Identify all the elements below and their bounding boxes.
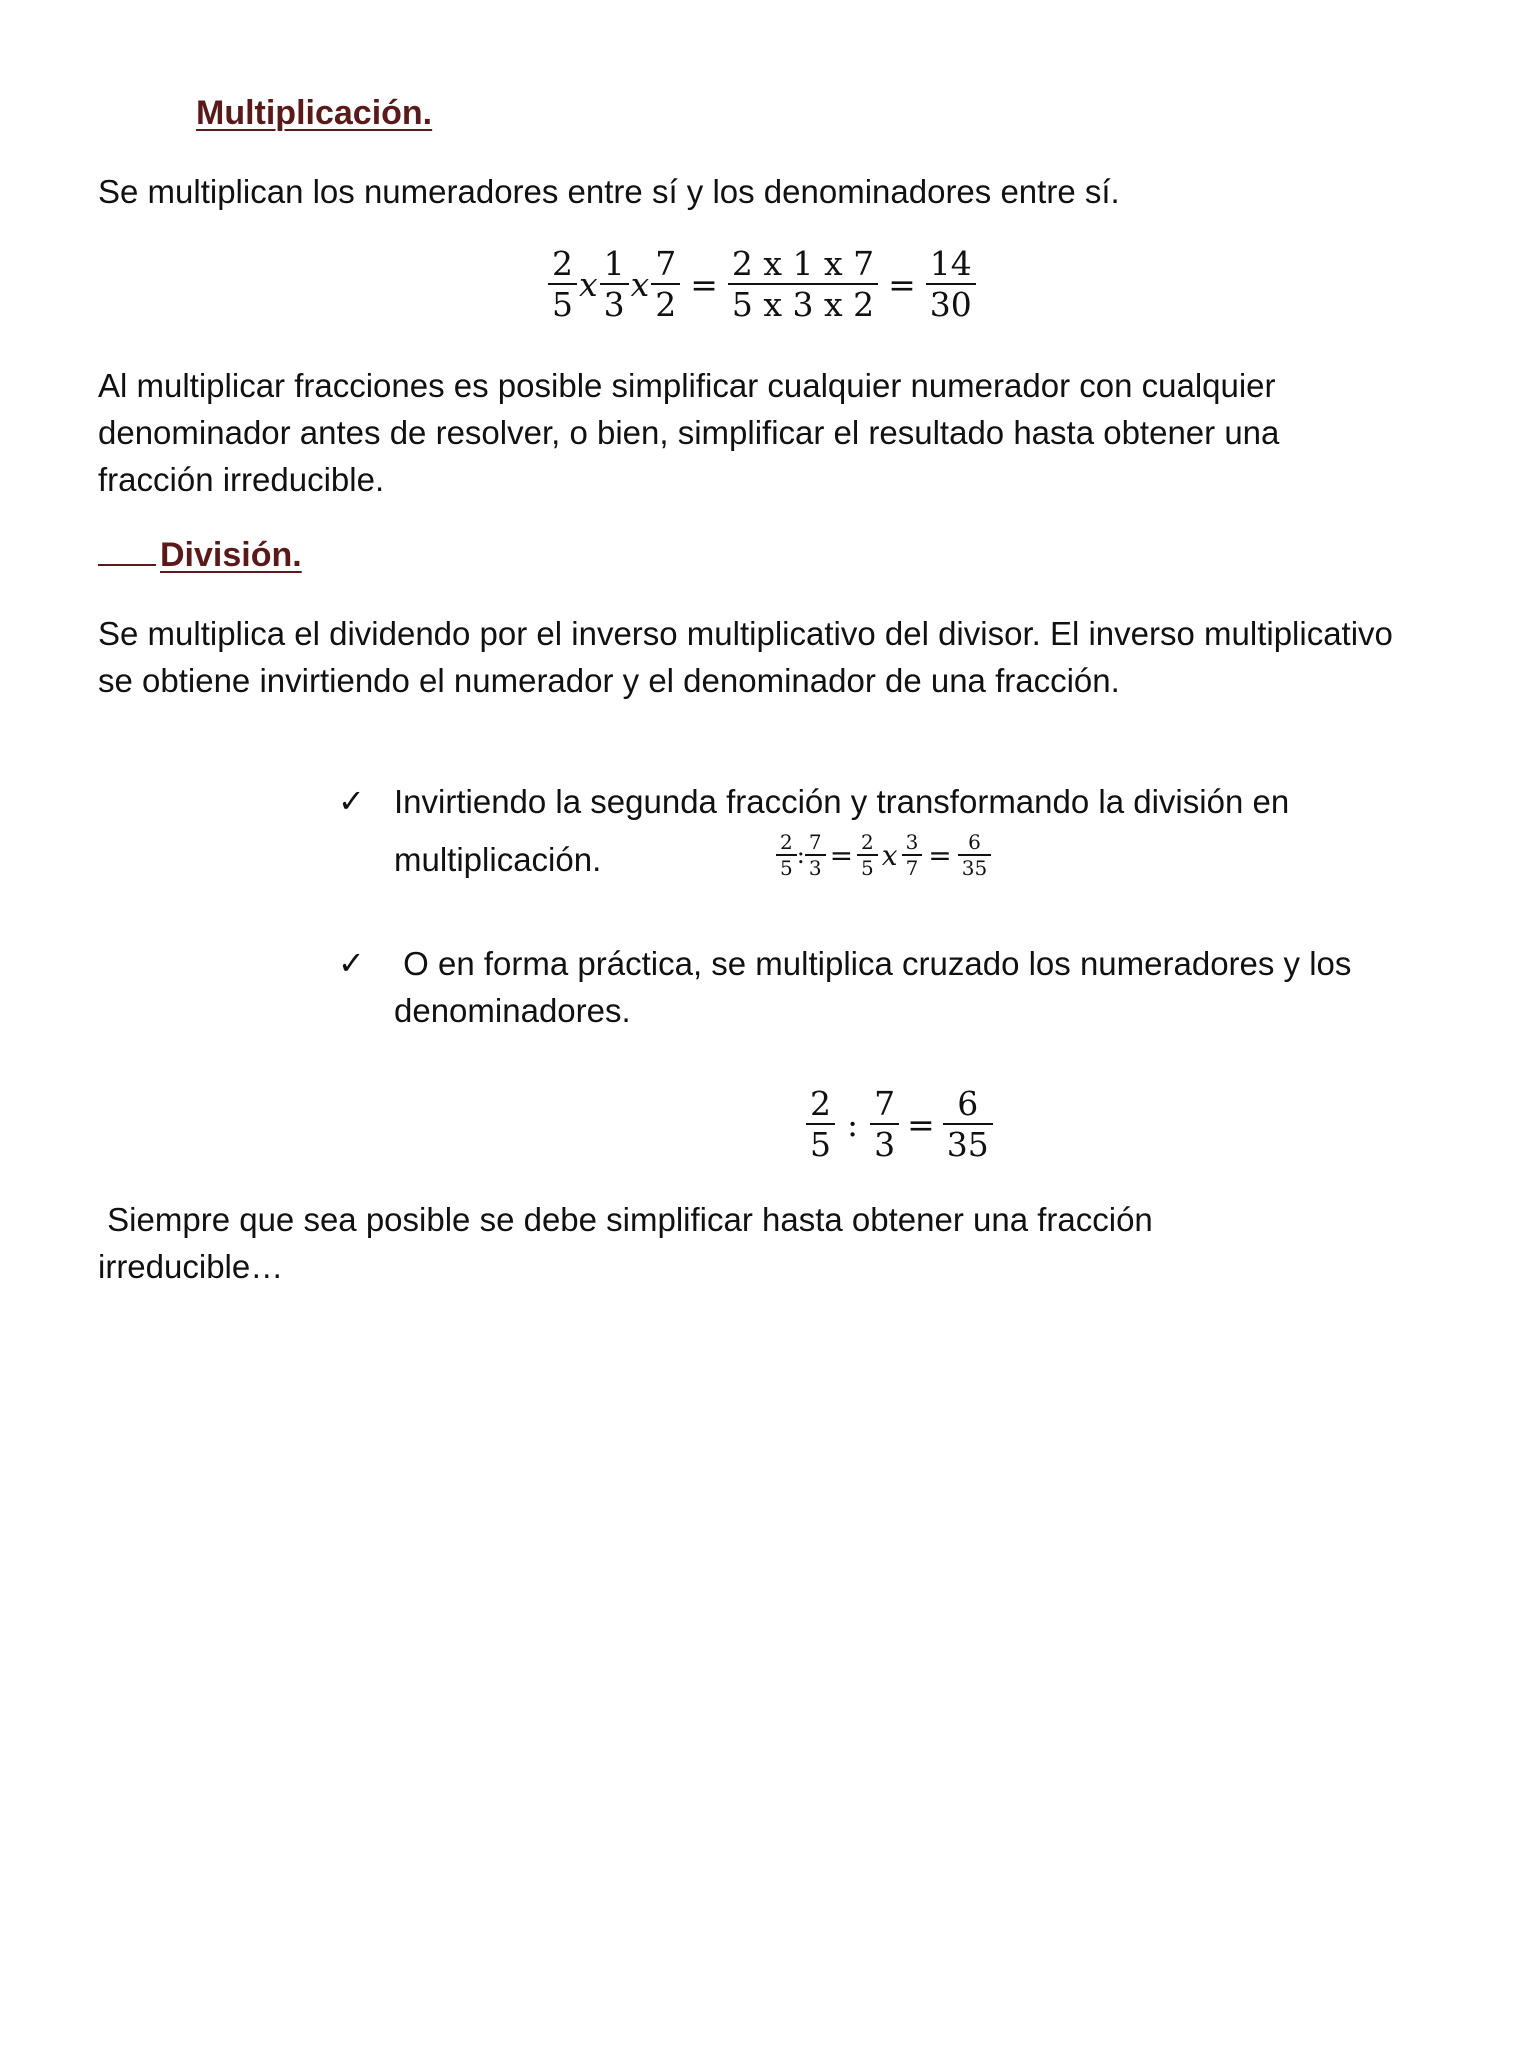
fraction: $\frac{6}{35}$ xyxy=(958,830,991,880)
fraction: $\frac{14}{30}$ xyxy=(926,244,976,324)
fraction: $\frac{7}{3}$ xyxy=(805,830,826,880)
fraction: $\frac{2 x 1 x 7}{5 x 3 x 2}$ xyxy=(728,244,878,324)
division-colon: : xyxy=(796,841,805,869)
fraction: $\frac{2}{5}$ xyxy=(776,830,797,880)
division-colon: : xyxy=(847,1104,859,1144)
fraction: $\frac{2}{5}$ xyxy=(857,830,878,880)
equals-sign: = xyxy=(690,264,718,304)
fraction: $\frac{7}{3}$ xyxy=(870,1084,899,1164)
times-operator: x xyxy=(630,264,650,304)
multiplication-intro: Se multiplican los numeradores entre sí y los denominadores entre sí. xyxy=(98,173,1120,210)
checkmark-icon: ✓ xyxy=(338,783,365,819)
equals-sign: = xyxy=(907,1104,935,1144)
fraction: $\frac{7}{2}$ xyxy=(651,244,680,324)
division-closing: Siempre que sea posible se debe simplificar hasta obtener una fracción irreducible… xyxy=(98,1201,1162,1285)
fraction: $\frac{2}{5}$ xyxy=(806,1084,835,1164)
multiplication-equation xyxy=(548,244,976,324)
checkmark-icon: ✓ xyxy=(338,945,365,981)
multiplication-note: Al multiplicar fracciones es posible simplificar cualquier numerador con cualquier denominador antes de resolver, o bien, simplificar el resultado hasta obtener una fracción irreducible. xyxy=(98,367,1280,498)
fraction: $\frac{6}{35}$ xyxy=(943,1084,993,1164)
bullet-text: multiplicación. xyxy=(394,841,602,878)
equals-sign: = xyxy=(829,838,854,872)
equals-sign: = xyxy=(928,838,952,872)
heading-leader-line xyxy=(98,560,156,566)
equals-sign: = xyxy=(888,264,916,304)
bullet-text: O en forma práctica, se multiplica cruzado los numeradores y los denominadores. xyxy=(394,945,1361,1029)
multiplication-heading: Multiplicación. xyxy=(196,94,433,132)
fraction: $\frac{1}{3}$ xyxy=(600,244,629,324)
times-operator: x xyxy=(881,838,898,872)
fraction: $\frac{3}{7}$ xyxy=(902,830,923,880)
times-operator: x xyxy=(579,264,598,304)
fraction: $\frac{2}{5}$ xyxy=(548,244,577,324)
division-inline-equation xyxy=(776,830,991,880)
division-heading: División. xyxy=(98,536,302,575)
division-intro: Se multiplica el dividendo por el inverso multiplicativo del divisor. El inverso multiplicativo se obtiene invirtiendo el numerador y el denominador de una fracción. xyxy=(98,615,1393,699)
division-cross-equation xyxy=(806,1084,993,1164)
bullet-text: Invirtiendo la segunda fracción y transformando la división en xyxy=(394,783,1290,820)
